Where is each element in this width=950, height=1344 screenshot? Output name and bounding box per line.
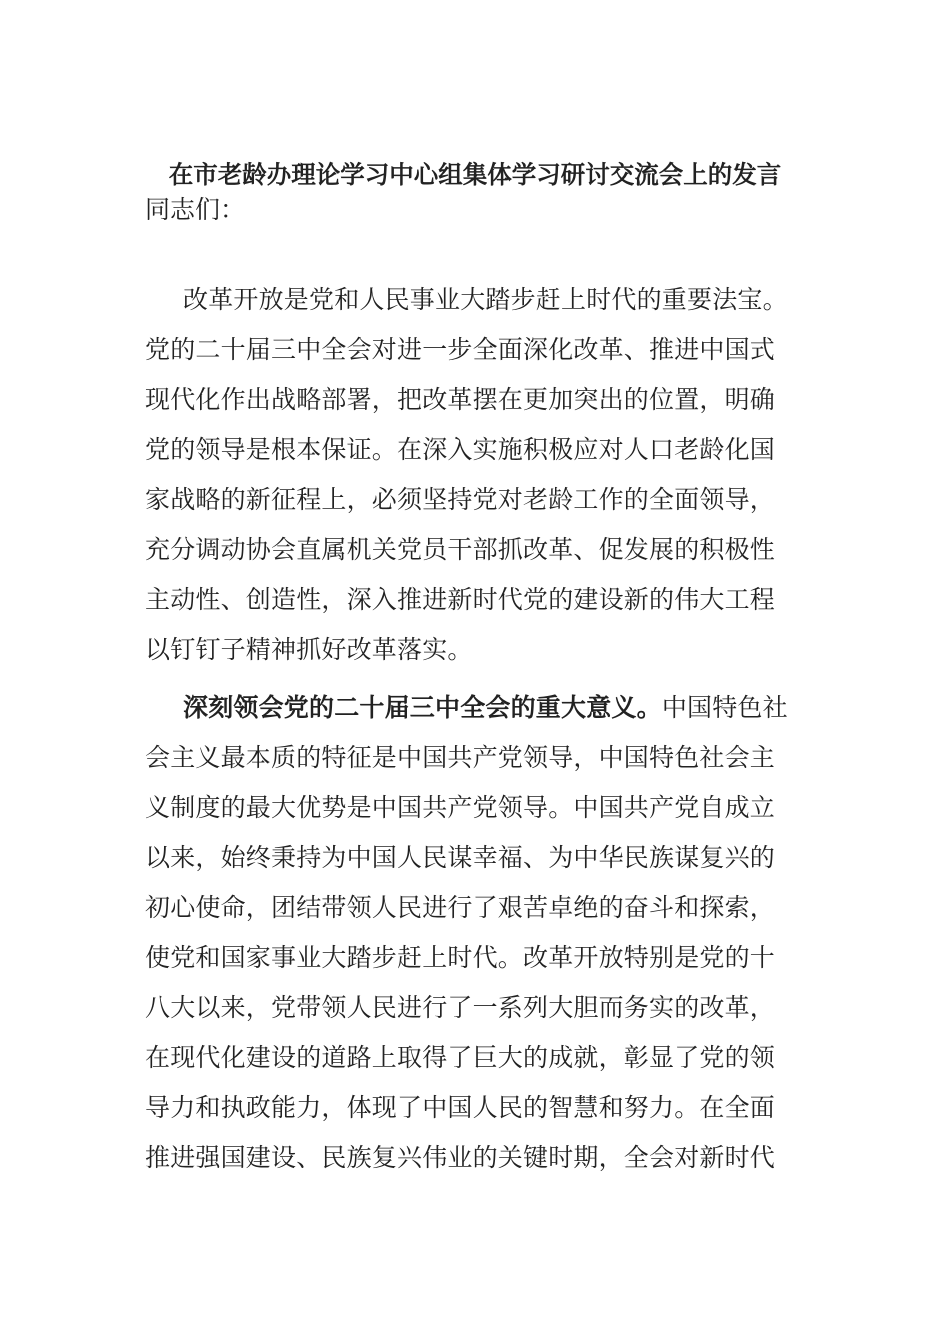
paragraph-line: 导力和执政能力，体现了中国人民的智慧和努力。在全面 <box>145 1093 776 1122</box>
paragraph-line: 主动性、创造性，深入推进新时代党的建设新的伟大工程 <box>145 585 776 614</box>
paragraph-line: 以钉钉子精神抓好改革落实。 <box>145 635 473 664</box>
salutation: 同志们： <box>145 195 246 224</box>
paragraph-line: 使党和国家事业大踏步赶上时代。改革开放特别是党的十 <box>145 943 776 972</box>
paragraph-line: 党的领导是根本保证。在深入实施积极应对人口老龄化国 <box>145 435 776 464</box>
paragraph-line: 八大以来，党带领人民进行了一系列大胆而务实的改革， <box>145 993 776 1022</box>
paragraph-line: 家战略的新征程上，必须坚持党对老龄工作的全面领导， <box>145 485 776 514</box>
document-title: 在市老龄办理论学习中心组集体学习研讨交流会上的发言 <box>168 160 782 189</box>
paragraph-line: 改革开放是党和人民事业大踏步赶上时代的重要法宝。 <box>183 285 788 314</box>
paragraph-lead-heading: 深刻领会党的二十届三中全会的重大意义。 <box>183 693 662 722</box>
paragraph-line: 党的二十届三中全会对进一步全面深化改革、推进中国式 <box>145 335 776 364</box>
paragraph-line: 现代化作出战略部署，把改革摆在更加突出的位置，明确 <box>145 385 776 414</box>
paragraph-intro <box>145 275 810 675</box>
paragraph-line: 充分调动协会直属机关党员干部抓改革、促发展的积极性 <box>145 535 776 564</box>
paragraph-line: 推进强国建设、民族复兴伟业的关键时期，全会对新时代 <box>145 1143 776 1172</box>
paragraph-line: 初心使命，团结带领人民进行了艰苦卓绝的奋斗和探索， <box>145 893 776 922</box>
paragraph-line: 以来，始终秉持为中国人民谋幸福、为中华民族谋复兴的 <box>145 843 776 872</box>
paragraph-line: 会主义最本质的特征是中国共产党领导，中国特色社会主 <box>145 743 776 772</box>
paragraph-line: 义制度的最大优势是中国共产党领导。中国共产党自成立 <box>145 793 776 822</box>
paragraph-first-line <box>145 683 810 733</box>
paragraph-lead-rest: 中国特色社 <box>661 693 788 722</box>
paragraph-line: 在现代化建设的道路上取得了巨大的成就，彰显了党的领 <box>145 1043 776 1072</box>
paragraph-significance <box>145 683 810 1183</box>
